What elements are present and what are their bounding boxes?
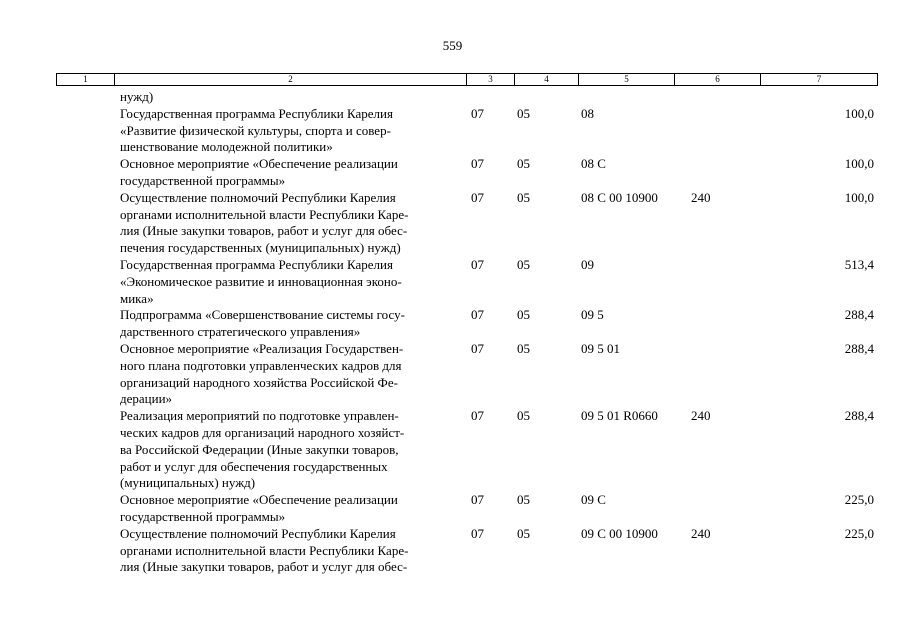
amount-value: 225,0 — [844, 525, 874, 541]
description-line: государственной программы» — [120, 508, 286, 524]
section-code: 07 — [471, 408, 484, 424]
description-line: органами исполнительной власти Республики Каре- — [120, 542, 409, 558]
description-line: работ и услуг для обеспечения государственных — [120, 458, 388, 474]
target-article-code: 09 — [581, 256, 594, 272]
subsection-code: 05 — [517, 105, 530, 121]
amount-value: 513,4 — [844, 256, 874, 272]
amount-value: 100,0 — [844, 105, 874, 121]
section-code: 07 — [471, 525, 484, 541]
table-row — [0, 307, 905, 341]
amount-value: 288,4 — [844, 307, 874, 323]
table-row — [0, 408, 905, 492]
target-article-code: 08 — [581, 105, 594, 121]
row-description — [120, 89, 460, 106]
subsection-code: 05 — [517, 189, 530, 205]
row-description — [120, 341, 460, 408]
target-article-code: 09 5 — [581, 307, 604, 323]
section-code: 07 — [471, 256, 484, 272]
page-number: 559 — [442, 38, 463, 53]
subsection-code: 05 — [517, 256, 530, 272]
description-line: «Экономическое развитие и инновационная эконо- — [120, 273, 402, 289]
description-line: Осуществление полномочий Республики Карелия — [120, 525, 396, 541]
row-description — [120, 156, 460, 190]
description-line: Реализация мероприятий по подготовке управлен- — [120, 408, 399, 424]
row-description — [120, 257, 460, 307]
description-line: дерации» — [120, 391, 173, 407]
amount-value: 288,4 — [844, 408, 874, 424]
table-row — [0, 492, 905, 526]
target-article-code: 09 5 01 R0660 — [581, 408, 658, 424]
description-line: нужд) — [120, 89, 154, 104]
description-line: лия (Иные закупки товаров, работ и услуг для обес- — [120, 559, 408, 575]
table-header-row — [56, 73, 878, 86]
description-line: Основное мероприятие «Обеспечение реализации — [120, 156, 398, 172]
expense-type-code: 240 — [691, 525, 711, 541]
section-code: 07 — [471, 307, 484, 323]
header-col-3: 3 — [467, 74, 515, 85]
table-row — [0, 106, 905, 156]
header-col-4: 4 — [515, 74, 579, 85]
target-article-code: 08 С — [581, 156, 606, 172]
target-article-code: 09 С — [581, 492, 606, 508]
description-line: печения государственных (муниципальных) нужд) — [120, 240, 401, 256]
subsection-code: 05 — [517, 340, 530, 356]
header-col-7: 7 — [816, 74, 822, 84]
description-line: Основное мероприятие «Обеспечение реализации — [120, 492, 398, 508]
description-line: Основное мероприятие «Реализация Государствен- — [120, 340, 404, 356]
row-description — [120, 190, 460, 257]
table-row — [0, 526, 905, 576]
table-row — [0, 341, 905, 408]
description-line: организаций народного хозяйства Российской Фе- — [120, 374, 398, 390]
description-line: (муниципальных) нужд) — [120, 475, 256, 491]
target-article-code: 09 С 00 10900 — [581, 525, 658, 541]
table-row — [0, 89, 905, 106]
section-code: 07 — [471, 189, 484, 205]
subsection-code: 05 — [517, 307, 530, 323]
table-row — [0, 156, 905, 190]
description-line: шенствование молодежной политики» — [120, 139, 333, 155]
subsection-code: 05 — [517, 492, 530, 508]
description-line: Государственная программа Республики Карелия — [120, 105, 393, 121]
target-article-code: 09 5 01 — [581, 340, 620, 356]
section-code: 07 — [471, 340, 484, 356]
description-line: мика» — [120, 290, 154, 306]
subsection-code: 05 — [517, 156, 530, 172]
description-line: дарственного стратегического управления» — [120, 324, 361, 340]
subsection-code: 05 — [517, 525, 530, 541]
amount-value: 100,0 — [844, 189, 874, 205]
description-line: Государственная программа Республики Карелия — [120, 256, 393, 272]
row-description — [120, 106, 460, 156]
row-description — [120, 492, 460, 526]
expense-type-code: 240 — [691, 189, 711, 205]
description-line: ного плана подготовки управленческих кадров для — [120, 357, 402, 373]
description-line: ва Российской Федерации (Иные закупки товаров, — [120, 441, 399, 457]
subsection-code: 05 — [517, 408, 530, 424]
description-line: Подпрограмма «Совершенствование системы госу- — [120, 307, 405, 323]
section-code: 07 — [471, 492, 484, 508]
target-article-code: 08 С 00 10900 — [581, 189, 658, 205]
description-line: органами исполнительной власти Республики Каре- — [120, 206, 409, 222]
header-col-1: 1 — [57, 74, 115, 85]
description-line: ческих кадров для организаций народного хозяйст- — [120, 424, 405, 440]
section-code: 07 — [471, 156, 484, 172]
row-description — [120, 307, 460, 341]
amount-value: 100,0 — [844, 156, 874, 172]
table-row — [0, 257, 905, 307]
header-col-6: 6 — [675, 74, 761, 85]
description-line: «Развитие физической культуры, спорта и совер- — [120, 122, 391, 138]
description-line: Осуществление полномочий Республики Карелия — [120, 189, 396, 205]
amount-value: 288,4 — [844, 340, 874, 356]
row-description — [120, 526, 460, 576]
section-code: 07 — [471, 105, 484, 121]
table-body — [0, 89, 905, 576]
header-col-2: 2 — [115, 74, 467, 85]
expense-type-code: 240 — [691, 408, 711, 424]
header-col-5: 5 — [579, 74, 675, 85]
table-row — [0, 190, 905, 257]
row-description — [120, 408, 460, 492]
description-line: лия (Иные закупки товаров, работ и услуг для обес- — [120, 223, 408, 239]
description-line: государственной программы» — [120, 172, 286, 188]
amount-value: 225,0 — [844, 492, 874, 508]
